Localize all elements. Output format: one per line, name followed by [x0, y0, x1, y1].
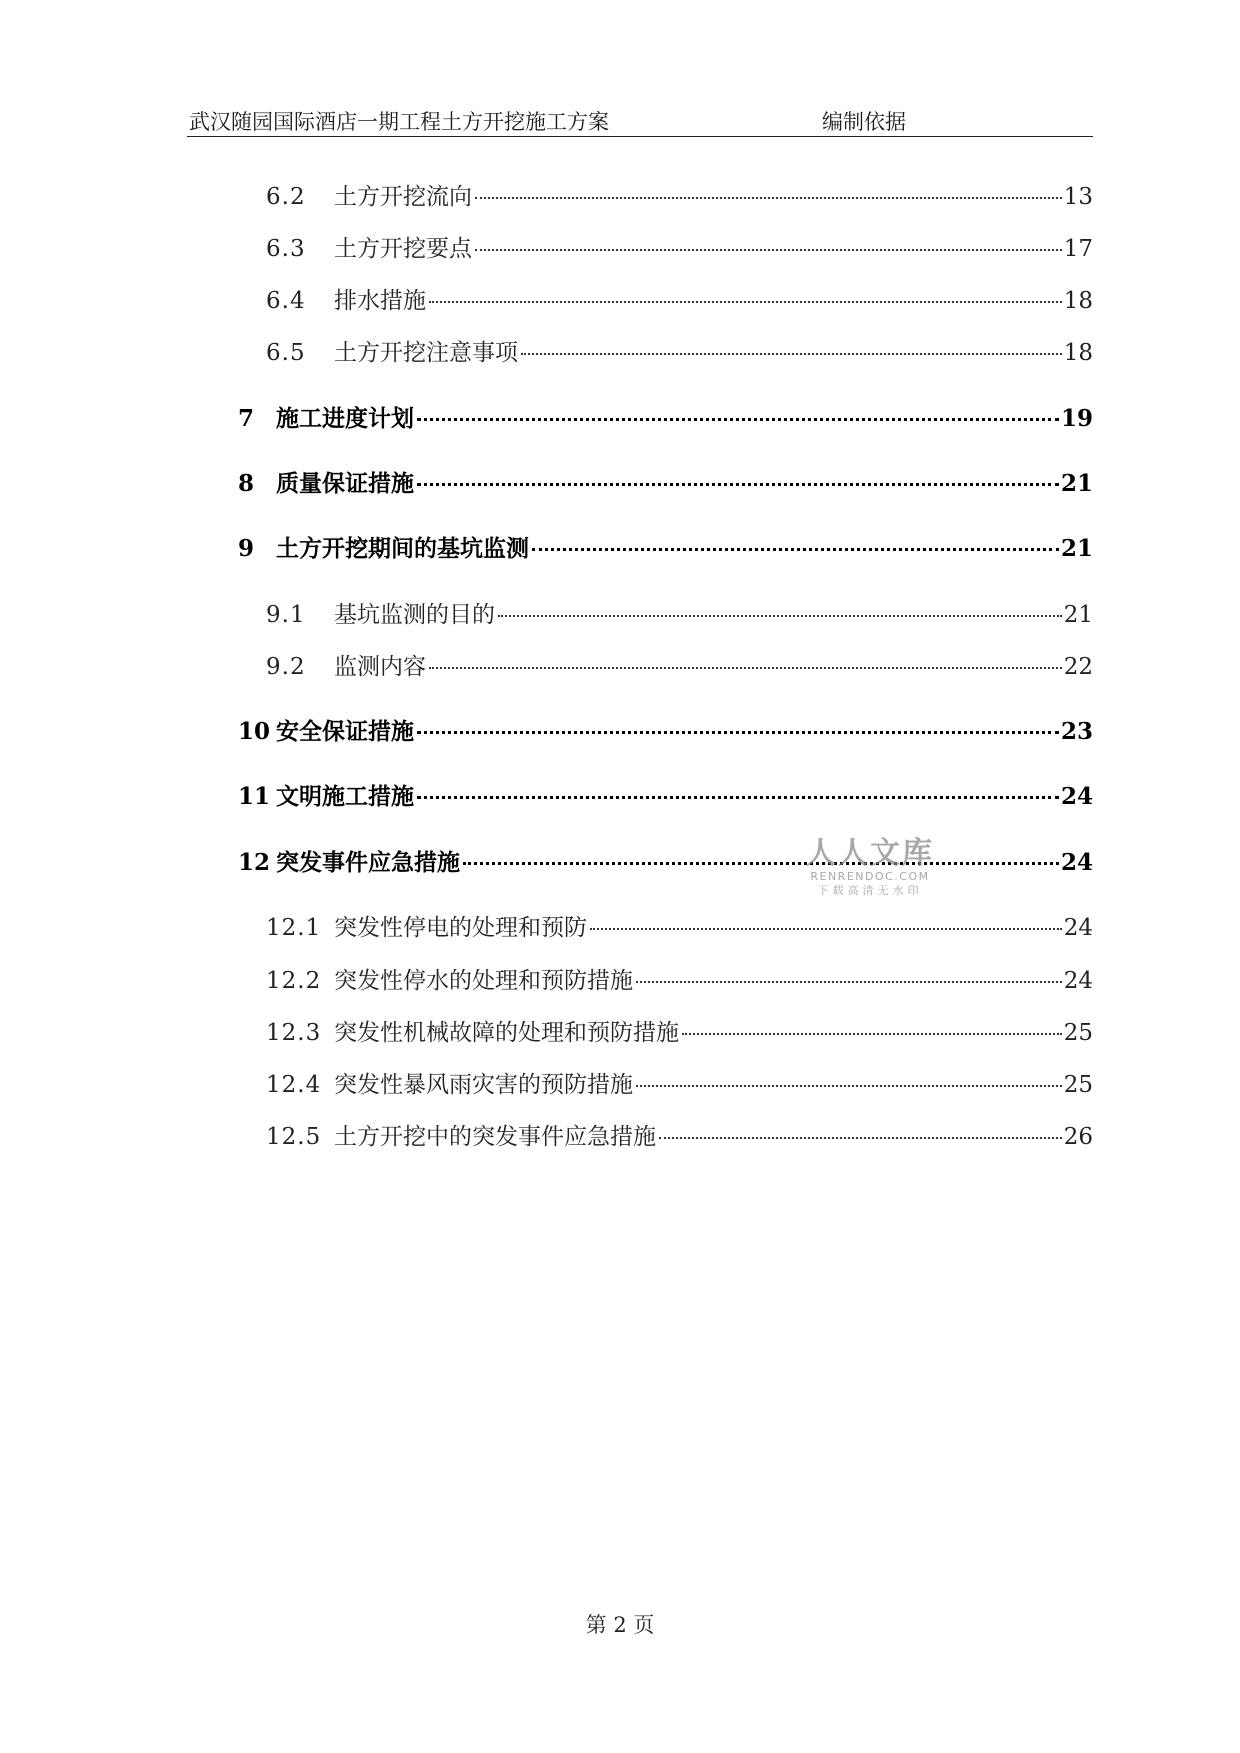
document-title: 武汉随园国际酒店一期工程土方开挖施工方案 — [189, 110, 609, 134]
toc-entry-number: 10 — [238, 718, 271, 745]
toc-entry-page: 21 — [1060, 470, 1093, 497]
toc-entry-page: 13 — [1063, 184, 1093, 210]
toc-entry-number: 6.2 — [266, 184, 306, 210]
toc-entry[interactable] — [238, 465, 1093, 499]
toc-entry[interactable] — [238, 844, 1093, 878]
toc-entry-page: 23 — [1060, 718, 1093, 745]
toc-dot-leader — [417, 731, 1059, 734]
toc-dot-leader — [636, 1085, 1062, 1087]
toc-entry[interactable] — [266, 1014, 1093, 1048]
toc-entry[interactable] — [266, 596, 1093, 630]
toc-entry-title: 土方开挖注意事项 — [334, 340, 518, 366]
toc-dot-leader — [532, 548, 1059, 551]
toc-entry-page: 25 — [1063, 1072, 1093, 1098]
toc-entry-page: 25 — [1063, 1020, 1093, 1046]
toc-entry-page: 22 — [1063, 654, 1093, 680]
toc-dot-leader — [463, 862, 1059, 865]
toc-dot-leader — [417, 483, 1059, 486]
toc-entry-number: 12.4 — [266, 1072, 322, 1098]
toc-dot-leader — [521, 353, 1062, 355]
toc-entry-page: 24 — [1063, 968, 1093, 994]
toc-entry-page: 17 — [1063, 236, 1093, 262]
toc-dot-leader — [659, 1137, 1062, 1139]
page-footer — [0, 1609, 1240, 1639]
toc-dot-leader — [417, 796, 1059, 799]
toc-entry-number: 6.3 — [266, 236, 306, 262]
toc-dot-leader — [636, 981, 1062, 983]
toc-entry-page: 24 — [1063, 915, 1093, 941]
toc-entry-title: 施工进度计划 — [276, 405, 414, 432]
toc-entry-number: 9.1 — [266, 602, 306, 628]
watermark-url: RENRENDOC.COM — [810, 870, 930, 883]
toc-entry-title: 文明施工措施 — [276, 783, 414, 810]
toc-entry-number: 11 — [238, 783, 271, 810]
toc-entry[interactable] — [238, 400, 1093, 434]
watermark-logo-text: 人人文库 — [806, 836, 934, 871]
toc-dot-leader — [590, 928, 1062, 930]
toc-entry-title: 突发性停水的处理和预防措施 — [334, 968, 633, 994]
toc-entry-page: 26 — [1063, 1124, 1093, 1150]
watermark — [805, 838, 935, 898]
toc-entry-number: 12 — [238, 849, 271, 876]
toc-entry-page: 18 — [1063, 288, 1093, 314]
toc-entry-number: 12.5 — [266, 1124, 322, 1150]
toc-entry[interactable] — [266, 230, 1093, 264]
toc-entry-title: 突发性机械故障的处理和预防措施 — [334, 1020, 679, 1046]
toc-entry-title: 基坑监测的目的 — [334, 602, 495, 628]
toc-entry[interactable] — [266, 1118, 1093, 1152]
toc-entry-title: 质量保证措施 — [276, 470, 414, 497]
toc-dot-leader — [429, 667, 1062, 669]
toc-entry[interactable] — [266, 282, 1093, 316]
toc-entry-number: 9 — [238, 535, 255, 562]
toc-entry-page: 18 — [1063, 340, 1093, 366]
toc-entry-title: 突发事件应急措施 — [276, 849, 460, 876]
toc-entry[interactable] — [266, 178, 1093, 212]
toc-entry-title: 突发性暴风雨灾害的预防措施 — [334, 1072, 633, 1098]
toc-entry[interactable] — [266, 334, 1093, 368]
toc-entry-title: 监测内容 — [334, 654, 426, 680]
toc-entry-number: 8 — [238, 470, 255, 497]
toc-dot-leader — [429, 301, 1062, 303]
toc-entry-page: 24 — [1060, 849, 1093, 876]
toc-entry[interactable] — [266, 1066, 1093, 1100]
toc-entry[interactable] — [238, 530, 1093, 564]
toc-entry[interactable] — [238, 713, 1093, 747]
toc-entry-number: 6.4 — [266, 288, 306, 314]
toc-entry-number: 7 — [238, 405, 255, 432]
toc-entry-number: 12.1 — [266, 915, 322, 941]
toc-entry-number: 12.3 — [266, 1020, 322, 1046]
toc-entry[interactable] — [266, 909, 1093, 943]
toc-entry-title: 排水措施 — [334, 288, 426, 314]
toc-dot-leader — [498, 615, 1062, 617]
section-title: 编制依据 — [822, 110, 906, 134]
toc-dot-leader — [475, 197, 1062, 199]
toc-dot-leader — [682, 1033, 1062, 1035]
toc-entry-page: 21 — [1060, 535, 1093, 562]
toc-dot-leader — [475, 249, 1062, 251]
toc-entry-title: 安全保证措施 — [276, 718, 414, 745]
toc-entry[interactable] — [266, 962, 1093, 996]
toc-entry-page: 21 — [1063, 602, 1093, 628]
toc-entry-title: 土方开挖要点 — [334, 236, 472, 262]
watermark-tagline: 下载高清无水印 — [817, 884, 923, 897]
toc-entry-title: 土方开挖流向 — [334, 184, 472, 210]
toc-dot-leader — [417, 418, 1059, 421]
toc-entry-number: 9.2 — [266, 654, 306, 680]
page-number: 第 2 页 — [585, 1613, 655, 1637]
toc-entry-page: 19 — [1060, 405, 1093, 432]
toc-entry-title: 土方开挖中的突发事件应急措施 — [334, 1124, 656, 1150]
toc-entry-number: 12.2 — [266, 968, 322, 994]
toc-entry-page: 24 — [1060, 783, 1093, 810]
toc-entry[interactable] — [266, 648, 1093, 682]
toc-entry-title: 突发性停电的处理和预防 — [334, 915, 587, 941]
toc-entry[interactable] — [238, 778, 1093, 812]
toc-entry-title: 土方开挖期间的基坑监测 — [276, 535, 529, 562]
toc-entry-number: 6.5 — [266, 340, 306, 366]
